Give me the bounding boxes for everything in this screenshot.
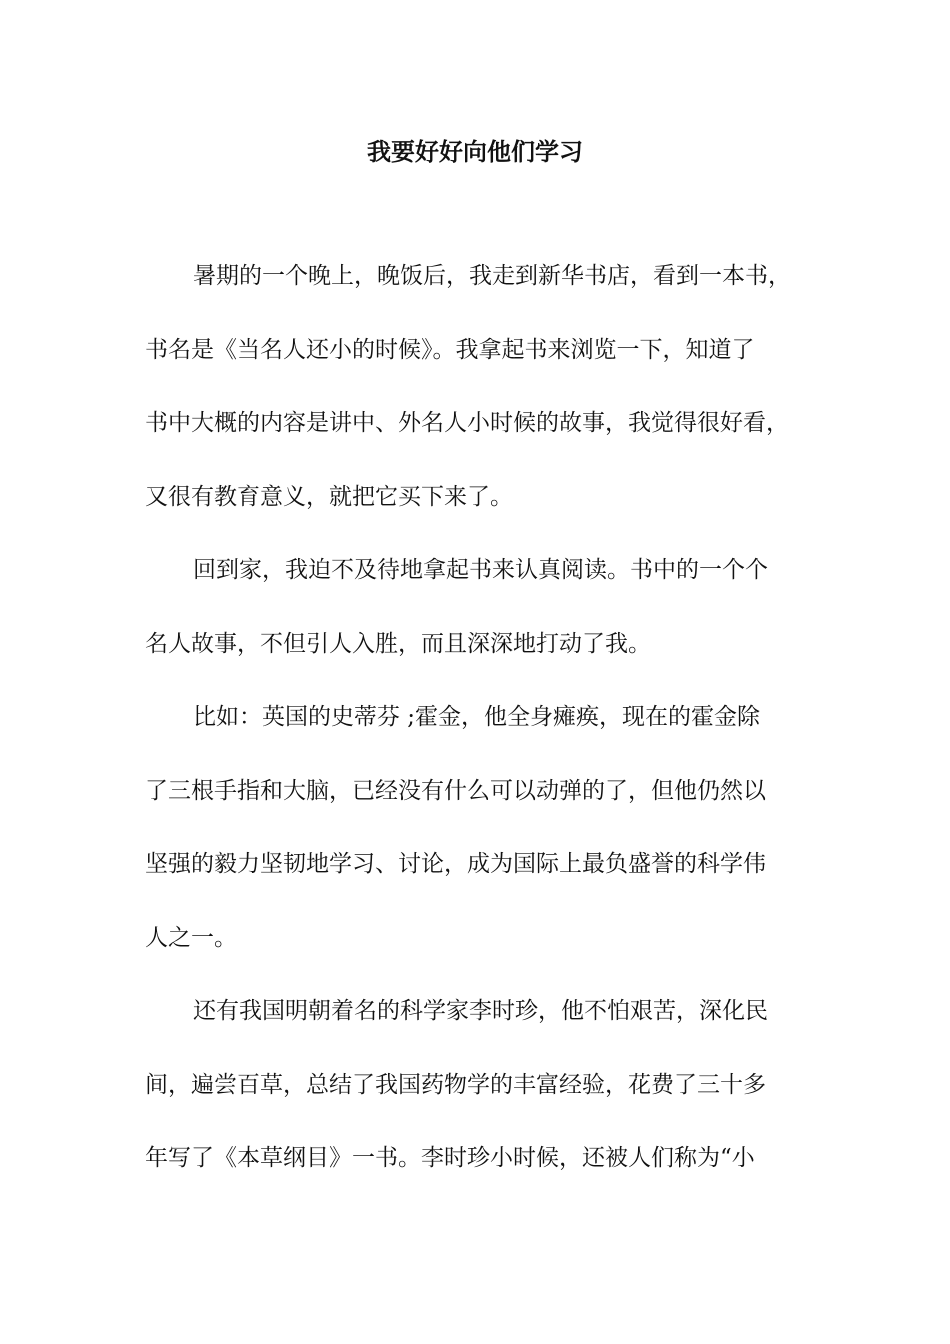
text-line-4: 又很有教育意义，就把它买下来了。 bbox=[145, 483, 513, 510]
text-line-10: 人之一。 bbox=[145, 924, 237, 951]
document-body bbox=[145, 240, 825, 1196]
text-line-9: 坚强的毅力坚韧地学习、讨论，成为国际上最负盛誉的科学伟 bbox=[145, 851, 766, 877]
text-line-3: 书中大概的内容是讲中、外名人小时候的故事，我觉得很好看， bbox=[145, 410, 789, 436]
text-line-6: 名人故事，不但引人入胜，而且深深地打动了我。 bbox=[145, 630, 651, 657]
text-line-2: 书名是《当名人还小的时候》。我拿起书来浏览一下，知道了 bbox=[145, 336, 755, 363]
text-line-13: 年写了《本草纲目》一书。李时珍小时候，还被人们称为“小 bbox=[145, 1145, 755, 1171]
text-line-1: 暑期的一个晚上，晚饭后，我走到新华书店，看到一本书， bbox=[193, 263, 791, 289]
text-line-8: 了三根手指和大脑，已经没有什么可以动弹的了，但他仍然以 bbox=[145, 777, 766, 804]
page-title: 我要好好向他们学习 bbox=[367, 137, 583, 166]
text-line-7: 比如：英国的史蒂芬 ;霍金，他全身瘫痪，现在的霍金除 bbox=[193, 704, 761, 730]
text-line-12: 间，遍尝百草，总结了我国药物学的丰富经验，花费了三十多 bbox=[145, 1071, 766, 1098]
text-line-5: 回到家，我迫不及待地拿起书来认真阅读。书中的一个个 bbox=[193, 557, 768, 583]
text-line-11: 还有我国明朝着名的科学家李时珍，他不怕艰苦，深化民 bbox=[193, 998, 768, 1024]
